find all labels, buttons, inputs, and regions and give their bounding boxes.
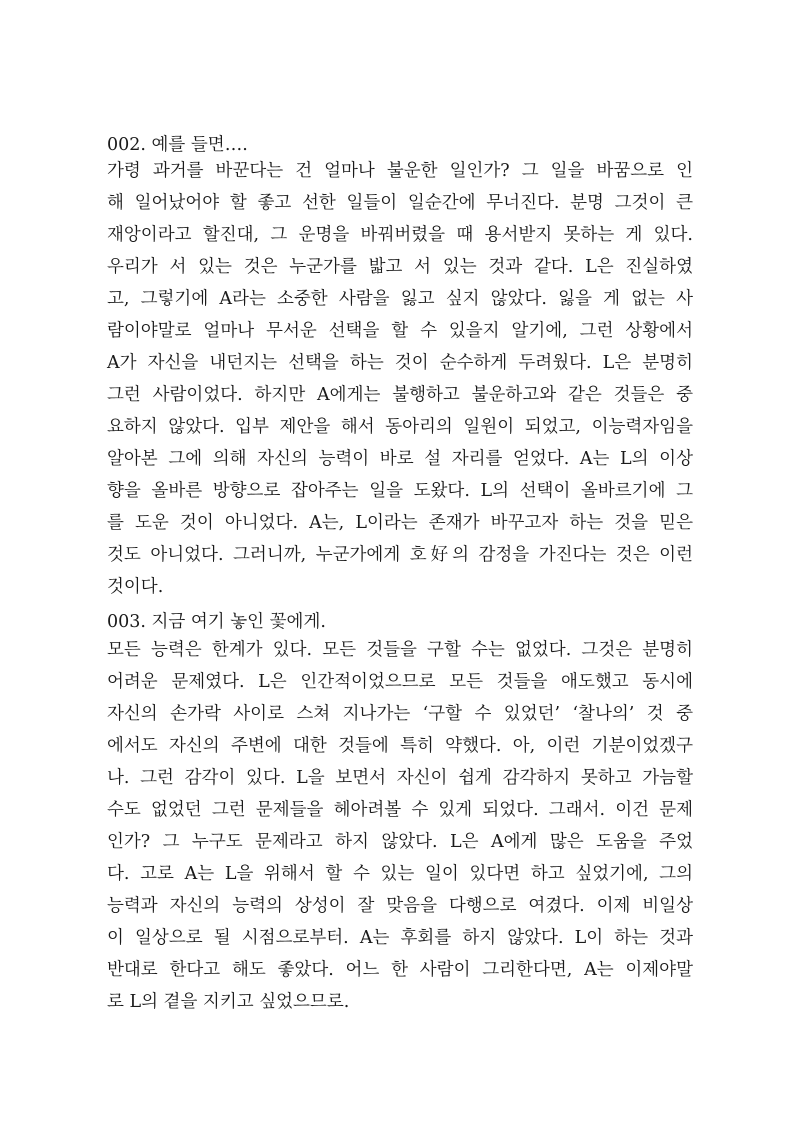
section-003-line: 에서도 자신의 주변에 대한 것들에 특히 약했다. 아, 이런 기분이었겠구 — [107, 736, 693, 756]
section-002-line: 를 도운 것이 아니었다. A는, L이라는 존재가 바꾸고자 하는 것을 믿은 — [107, 513, 693, 533]
section-003-line: 인가? 그 누구도 문제라고 하지 않았다. L은 A에게 많은 도움을 주었 — [107, 832, 693, 852]
section-002-line: 우리가 서 있는 것은 누군가를 밟고 서 있는 것과 같다. L은 진실하였 — [107, 257, 693, 277]
section-002-line: 것도 아니었다. 그러니까, 누군가에게 호好의 감정을 가진다는 것은 이런 — [107, 545, 693, 565]
section-002-line: 재앙이라고 할진대, 그 운명을 바꿔버렸을 때 용서받지 못하는 게 있다. — [107, 225, 693, 245]
section-002-line: 알아본 그에 의해 자신의 능력이 바로 설 자리를 얻었다. A는 L의 이상 — [107, 449, 693, 469]
section-003-line: 다. 고로 A는 L을 위해서 할 수 있는 일이 있다면 하고 싶었기에, 그의 — [107, 864, 693, 884]
section-002-heading: 002. 예를 들면…. — [107, 135, 248, 155]
section-002-line: 그런 사람이었다. 하지만 A에게는 불행하고 불운하고와 같은 것들은 중 — [107, 385, 693, 405]
section-002-line: 가령 과거를 바꾼다는 건 얼마나 불운한 일인가? 그 일을 바꿈으로 인 — [107, 161, 693, 181]
section-002-line: 해 일어났어야 할 좋고 선한 일들이 일순간에 무너진다. 분명 그것이 큰 — [107, 193, 693, 213]
section-002-line: 향을 올바른 방향으로 잡아주는 일을 도왔다. L의 선택이 올바르기에 그 — [107, 481, 693, 501]
section-003-line: 모든 능력은 한계가 있다. 모든 것들을 구할 수는 없었다. 그것은 분명히 — [107, 640, 693, 660]
section-002-line: 것이다. — [107, 577, 164, 597]
section-003-heading: 003. 지금 여기 놓인 꽃에게. — [107, 612, 326, 632]
section-002-line: 람이야말로 얼마나 무서운 선택을 할 수 있을지 알기에, 그런 상황에서 — [107, 321, 693, 341]
section-003-line: 어려운 문제였다. L은 인간적이었으므로 모든 것들을 애도했고 동시에 — [107, 672, 693, 692]
section-003-line: 능력과 자신의 능력의 상성이 잘 맞음을 다행으로 여겼다. 이제 비일상 — [107, 896, 693, 916]
section-003-line: 자신의 손가락 사이로 스쳐 지나가는 ‘구할 수 있었던’ ‘찰나의’ 것 중 — [107, 704, 693, 724]
section-003-line: 이 일상으로 될 시점으로부터. A는 후회를 하지 않았다. L이 하는 것과 — [107, 928, 693, 948]
section-002-line: 고, 그렇기에 A라는 소중한 사람을 잃고 싶지 않았다. 잃을 게 없는 사 — [107, 289, 693, 309]
section-003-line: 로 L의 곁을 지키고 싶었으므로. — [107, 992, 350, 1012]
section-003-line: 수도 없었던 그런 문제들을 헤아려볼 수 있게 되었다. 그래서. 이건 문제 — [107, 800, 693, 820]
section-003-line: 반대로 한다고 해도 좋았다. 어느 한 사람이 그리한다면, A는 이제야말 — [107, 960, 693, 980]
section-002-line: A가 자신을 내던지는 선택을 하는 것이 순수하게 두려웠다. L은 분명히 — [107, 353, 693, 373]
section-002-line: 요하지 않았다. 입부 제안을 해서 동아리의 일원이 되었고, 이능력자임을 — [107, 417, 693, 437]
section-003-line: 나. 그런 감각이 있다. L을 보면서 자신이 쉽게 감각하지 못하고 가늠할 — [107, 768, 693, 788]
